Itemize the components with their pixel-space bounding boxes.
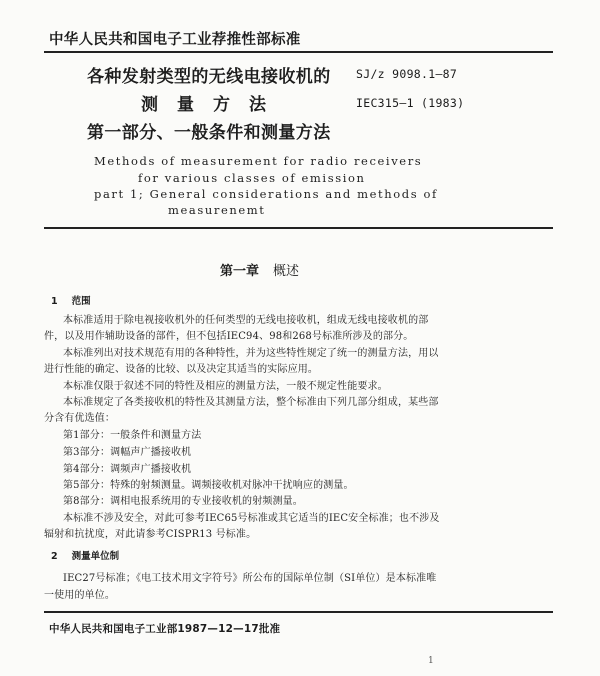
paragraph-line: 一使用的单位。 — [44, 590, 116, 601]
iec-reference: IEC315—1 (1983) — [356, 96, 465, 110]
list-item: 第4部分：调频声广播接收机 — [63, 464, 192, 475]
paragraph-line: 本标准仅限于叙述不同的特性及相应的测量方法，一般不规定性能要求。 — [63, 381, 388, 392]
section-2-title: 测量单位制 — [71, 551, 120, 562]
section-2-heading — [51, 548, 119, 562]
chapter-number: 第一章 — [220, 264, 260, 279]
paragraph-line: 辐射和抗扰度，对此请参考CISPR13 号标准。 — [44, 529, 257, 540]
paragraph-line: 本标准规定了各类接收机的特性及其测量方法，整个标准由下列几部分组成，某些部 — [63, 397, 439, 408]
approval-footer: 中华人民共和国电子工业部1987—12—17批准 — [49, 623, 281, 635]
standard-category-header: 中华人民共和国电子工业荐推性部标准 — [49, 32, 301, 48]
paragraph-line: 本标准列出对技术规范有用的各种特性，并为这些特性规定了统一的测量方法，用以 — [63, 348, 439, 359]
paragraph-line: 件，以及用作辅助设备的部件，但不包括IEC94、98和268号标准所涉及的部分。 — [44, 331, 414, 342]
chapter-name: 概述 — [273, 264, 300, 279]
page-number: 1 — [428, 656, 434, 666]
title-line-1: 各种发射类型的无线电接收机的 — [87, 67, 331, 87]
english-title-line-2: for various classes of emission — [138, 171, 366, 185]
list-item: 第5部分：特殊的射频测量。调频接收机对脉冲干扰响应的测量。 — [63, 480, 354, 491]
english-title-line-3: part 1; General considerations and methods of — [94, 187, 438, 201]
section-1-title: 范围 — [71, 296, 91, 307]
english-title-line-1: Methods of measurement for radio receivers — [94, 154, 423, 168]
paragraph-line: 进行性能的确定、设备的比较、以及决定其适当的实际应用。 — [44, 364, 319, 375]
header-rule — [44, 51, 553, 53]
paragraph-line: IEC27号标准；《电工技术用文字符号》所公布的国际单位制（SI单位）是本标准唯 — [63, 573, 437, 584]
list-item: 第1部分：一般条件和测量方法 — [63, 430, 202, 441]
title-line-2: 测量方法 — [141, 95, 285, 115]
title-line-3: 第一部分、一般条件和测量方法 — [87, 123, 331, 143]
footer-rule — [44, 611, 553, 613]
section-1-heading — [51, 293, 91, 307]
chapter-heading — [220, 260, 299, 279]
list-item: 第3部分：调幅声广播接收机 — [63, 447, 192, 458]
paragraph-line: 分含有优选值： — [44, 413, 116, 424]
section-2-number: 2 — [51, 551, 58, 562]
standard-number: SJ/z 9098.1—87 — [356, 67, 458, 81]
paragraph-line: 本标准适用于除电视接收机外的任何类型的无线电接收机，组成无线电接收机的部 — [63, 315, 429, 326]
paragraph-line: 本标准不涉及安全，对此可参考IEC65号标准或其它适当的IEC安全标准；也不涉及 — [63, 513, 440, 524]
english-title-line-4: measurenemt — [168, 203, 266, 217]
section-1-number: 1 — [51, 296, 58, 307]
title-divider — [44, 227, 553, 229]
list-item: 第8部分：调相电报系统用的专业接收机的射频测量。 — [63, 496, 303, 507]
